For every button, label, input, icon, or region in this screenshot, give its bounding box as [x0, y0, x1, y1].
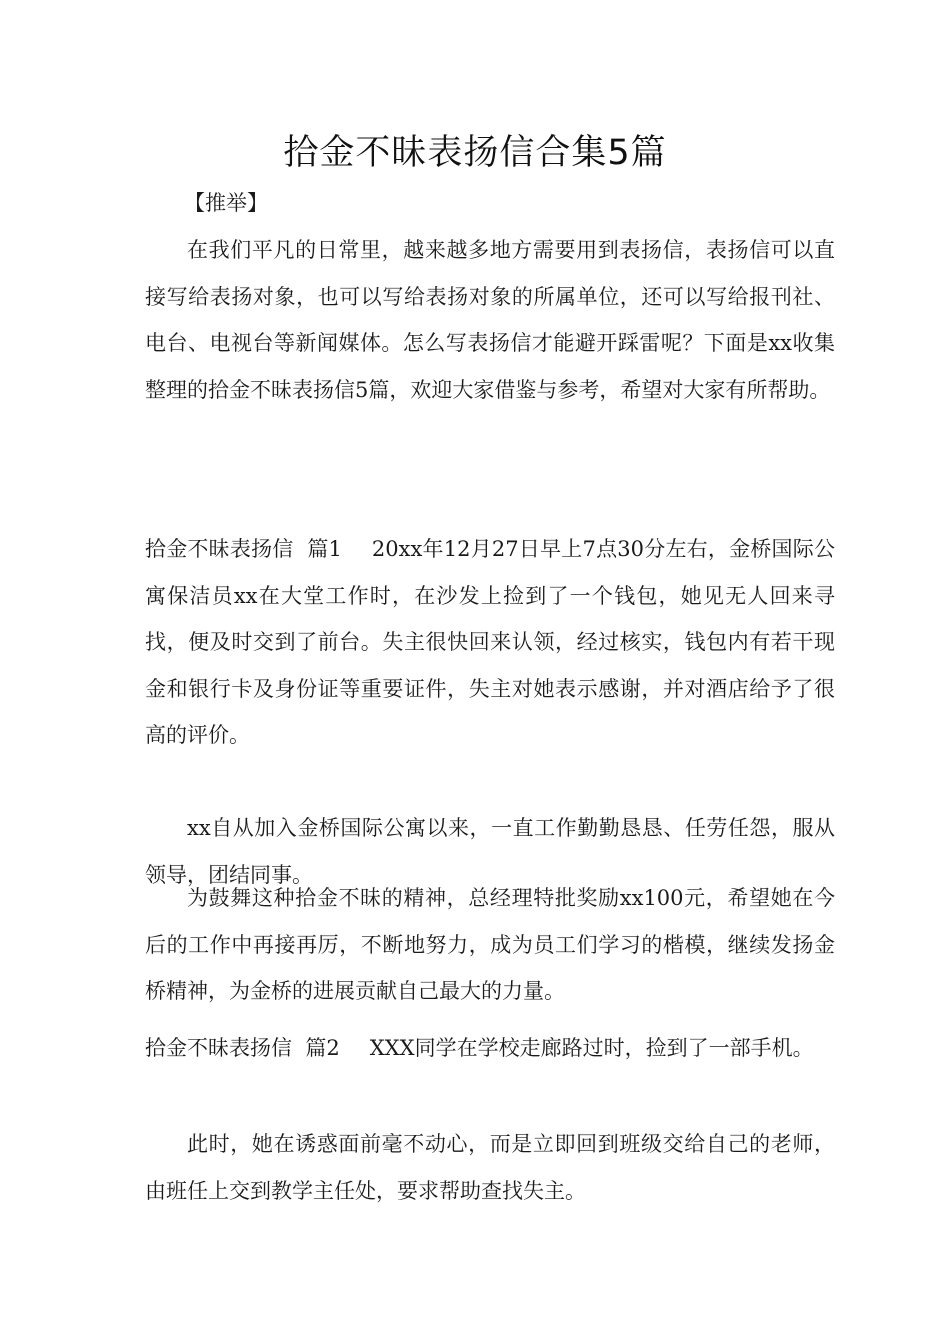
- letter-1-heading: 拾金不昧表扬信 篇1: [145, 537, 342, 561]
- letter-1-paragraph-3: 为鼓舞这种拾金不昧的精神，总经理特批奖励xx100元，希望她在今后的工作中再接再厉，不断地努力，成为员工们学习的楷模，继续发扬金桥精神，为金桥的进展贡献自己最大的力量。: [145, 886, 835, 1003]
- document-title: 拾金不昧表扬信合集5篇: [283, 133, 667, 173]
- letter-2-heading: 拾金不昧表扬信 篇2: [145, 1036, 340, 1060]
- letter-1-text-1: 20xx年12月27日早上7点30分左右，金桥国际公寓保洁员xx在大堂工作时，在沙发上捡到了一个钱包，她见无人回来寻找，便及时交到了前台。失主很快回来认领，经过核实，钱包内有若干现金和银行卡及身份证等重要证件，失主对她表示感谢，并对酒店给予了很高的评价。: [145, 537, 835, 747]
- intro-paragraph: 在我们平凡的日常里，越来越多地方需要用到表扬信，表扬信可以直接写给表扬对象，也可以写给表扬对象的所属单位，还可以写给报刊社、电台、电视台等新闻媒体。怎么写表扬信才能避开踩雷呢？下面是xx收集整理的拾金不昧表扬信5篇，欢迎大家借鉴与参考，希望对大家有所帮助。: [145, 238, 835, 402]
- letter-1-paragraph-1: [145, 526, 835, 759]
- letter-1-paragraph-2: xx自从加入金桥国际公寓以来，一直工作勤勤恳恳、任劳任怨，服从领导，团结同事。: [145, 816, 835, 887]
- letter-2-text-1: XXX同学在学校走廊路过时，捡到了一部手机。: [369, 1036, 814, 1060]
- recommend-tag: 【推举】: [184, 191, 268, 215]
- letter-2-paragraph-1: [145, 1025, 835, 1072]
- letter-2-paragraph-2: 此时，她在诱惑面前毫不动心，而是立即回到班级交给自己的老师，由班任上交到教学主任处，要求帮助查找失主。: [145, 1132, 835, 1203]
